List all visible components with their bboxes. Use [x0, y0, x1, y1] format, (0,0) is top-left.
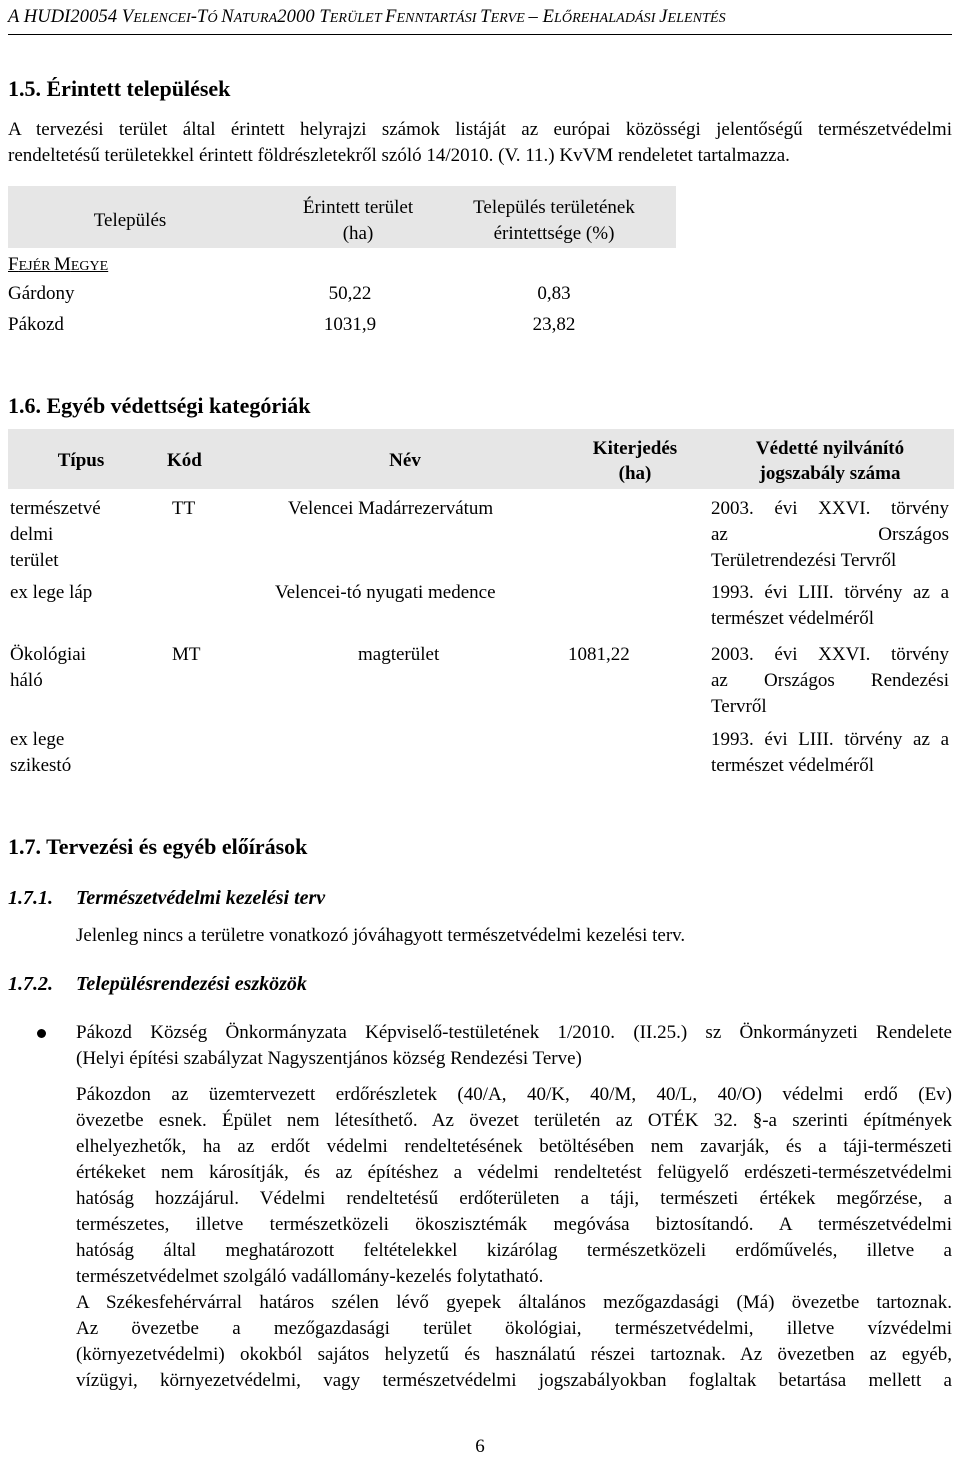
paragraph-line: értékeket nem károsítják, és az építéshez a védelmi rendeltetést felügyelő erdészeti-természetvédelmi — [76, 1162, 952, 1183]
paragraph-line: Pákozdon az üzemtervezett erdőrészletek (40/A, 40/K, 40/M, 40/L, 40/O) védelmi erdő (Ev) — [76, 1084, 952, 1105]
page-number: 6 — [475, 1436, 485, 1457]
th-vedette-1: Védetté nyilvánító — [755, 438, 905, 459]
cell-jogszabaly: 2003. évi XXVI. törvény — [711, 498, 949, 519]
header-rule — [8, 34, 952, 35]
paragraph-line: vízügyi, környezetvédelmi, vagy természetvédelmi jogszabályokban foglaltak betartása mellett a — [76, 1370, 952, 1391]
section-title-1-7: 1.7. Tervezési és egyéb előírások — [8, 834, 308, 859]
th-kiterjedes-1: Kiterjedés — [592, 438, 678, 459]
th-vedette-2: jogszabály száma — [759, 463, 901, 484]
management-plan-text: Jelenleg nincs a területre vonatkozó jóváhagyott természetvédelmi kezelési terv. — [76, 925, 686, 946]
cell-tipus: háló — [10, 670, 43, 691]
paragraph-line: hatóság hozzájárul. Védelmi rendeltetésű erdőterületen a táji, természeti értékek megőrzése, a — [76, 1188, 952, 1209]
bullet-text-line: (Helyi építési szabályzat Nagyszentjános község Rendezési Terve) — [76, 1048, 582, 1069]
cell-kod: MT — [172, 644, 201, 665]
cell-jogszabaly: az Országos Rendezési — [711, 670, 949, 691]
paragraph-line: elhelyezhetők, ha az erdőt védelmi rendeltetésének betöltésében nem zavarják, és a táji-természeti — [76, 1136, 952, 1157]
cell-tipus: delmi — [10, 524, 54, 545]
cell-kiterjedes: 1081,22 — [568, 644, 630, 665]
th-erintett-1: Érintett terület — [302, 197, 414, 218]
paragraph-line: hatóság által meghatározott feltételekkel kizárólag természetközeli erdőművelés, illetve a — [76, 1240, 952, 1261]
paragraph-line: (környezetvédelmi) okokból sajátos helyzetű és használatú részei tartoznak. Az övezetben az egyéb, — [76, 1344, 952, 1365]
row-pct: 23,82 — [532, 314, 576, 335]
subsection-number-1-7-1: 1.7.1. — [8, 887, 53, 909]
intro-line-2: rendeltetésű területekkel érintett földrészletekről szóló 14/2010. (V. 11.) KvVM rendeletet tartalmazza. — [8, 145, 790, 166]
cell-jogszabaly: 1993. évi LIII. törvény az a — [711, 729, 949, 750]
county-label: FEJÉR MEGYE — [8, 254, 109, 275]
cell-jogszabaly: Tervről — [711, 696, 767, 717]
paragraph-line: A Székesfehérvárral határos szélen lévő gyepek általános mezőgazdasági (Má) övezetbe tartoznak. — [76, 1292, 952, 1313]
cell-tipus: ex lege láp — [10, 582, 93, 603]
cell-nev: magterület — [358, 644, 440, 665]
th-erintettseg-1: Település területének — [473, 197, 635, 218]
cell-jogszabaly: természet védelméről — [711, 755, 875, 776]
cell-tipus: Ökológiai — [10, 644, 86, 665]
th-erintettseg-2: érintettsége (%) — [493, 223, 615, 244]
th-kod: Kód — [167, 450, 202, 471]
row-area: 1031,9 — [323, 314, 377, 335]
row-pct: 0,83 — [537, 283, 571, 304]
intro-line-1: A tervezési terület által érintett helyrajzi számok listáját az európai közösségi jelentőségű természetvédelmi — [8, 119, 952, 140]
cell-tipus: szikestó — [10, 755, 72, 776]
th-kiterjedes-2: (ha) — [618, 463, 652, 484]
paragraph-line: természetes, illetve természetközeli ökoszisztémák megóvása biztosítandó. A természetvédelmi — [76, 1214, 952, 1235]
th-telepules: Település — [93, 210, 167, 231]
cell-tipus: természetvé — [10, 498, 101, 519]
cell-jogszabaly: Területrendezési Tervről — [711, 550, 897, 571]
subsection-title-1-7-2: Településrendezési eszközök — [76, 973, 307, 995]
section-title-1-6: 1.6. Egyéb védettségi kategóriák — [8, 393, 311, 418]
cell-tipus: terület — [10, 550, 59, 571]
bullet-text-line: Pákozd Község Önkormányzata Képviselő-testületének 1/2010. (II.25.) sz Önkormányzeti Rendelete — [76, 1022, 952, 1043]
th-nev: Név — [389, 450, 421, 471]
row-area: 50,22 — [328, 283, 372, 304]
paragraph-line: Az övezetbe a mezőgazdasági terület ökológiai, természetvédelmi, illetve vízvédelmi — [76, 1318, 952, 1339]
cell-jogszabaly: 1993. évi LIII. törvény az a — [711, 582, 949, 603]
row-name: Pákozd — [8, 314, 64, 335]
cell-kod: TT — [172, 498, 196, 519]
cell-tipus: ex lege — [10, 729, 65, 750]
cell-jogszabaly: az Országos — [711, 524, 949, 545]
paragraph-line: természetvédelmet szolgáló vadállomány-kezelés folytatható. — [76, 1266, 544, 1287]
paragraph-line: övezetbe esnek. Épület nem létesíthető. Az övezet területén az OTÉK 32. §-a szerinti építmények — [76, 1110, 952, 1131]
section-title-1-5: 1.5. Érintett települések — [8, 76, 231, 101]
row-name: Gárdony — [8, 283, 75, 304]
th-erintett-2: (ha) — [342, 223, 374, 244]
th-tipus: Típus — [57, 450, 105, 471]
cell-jogszabaly: 2003. évi XXVI. törvény — [711, 644, 949, 665]
cell-jogszabaly: természet védelméről — [711, 608, 875, 629]
bullet-icon — [37, 1029, 46, 1038]
running-header: A HUDI20054 VELENCEI-TÓ NATURA2000 TERÜLET FENNTARTÁSI TERVE – ELŐREHALADÁSI JELENTÉS — [8, 7, 726, 27]
cell-nev: Velencei Madárrezervátum — [288, 498, 494, 519]
subsection-title-1-7-1: Természetvédelmi kezelési terv — [76, 887, 326, 909]
paragraph-forest — [76, 1082, 952, 1394]
cell-nev: Velencei-tó nyugati medence — [275, 582, 496, 603]
subsection-number-1-7-2: 1.7.2. — [8, 973, 53, 995]
